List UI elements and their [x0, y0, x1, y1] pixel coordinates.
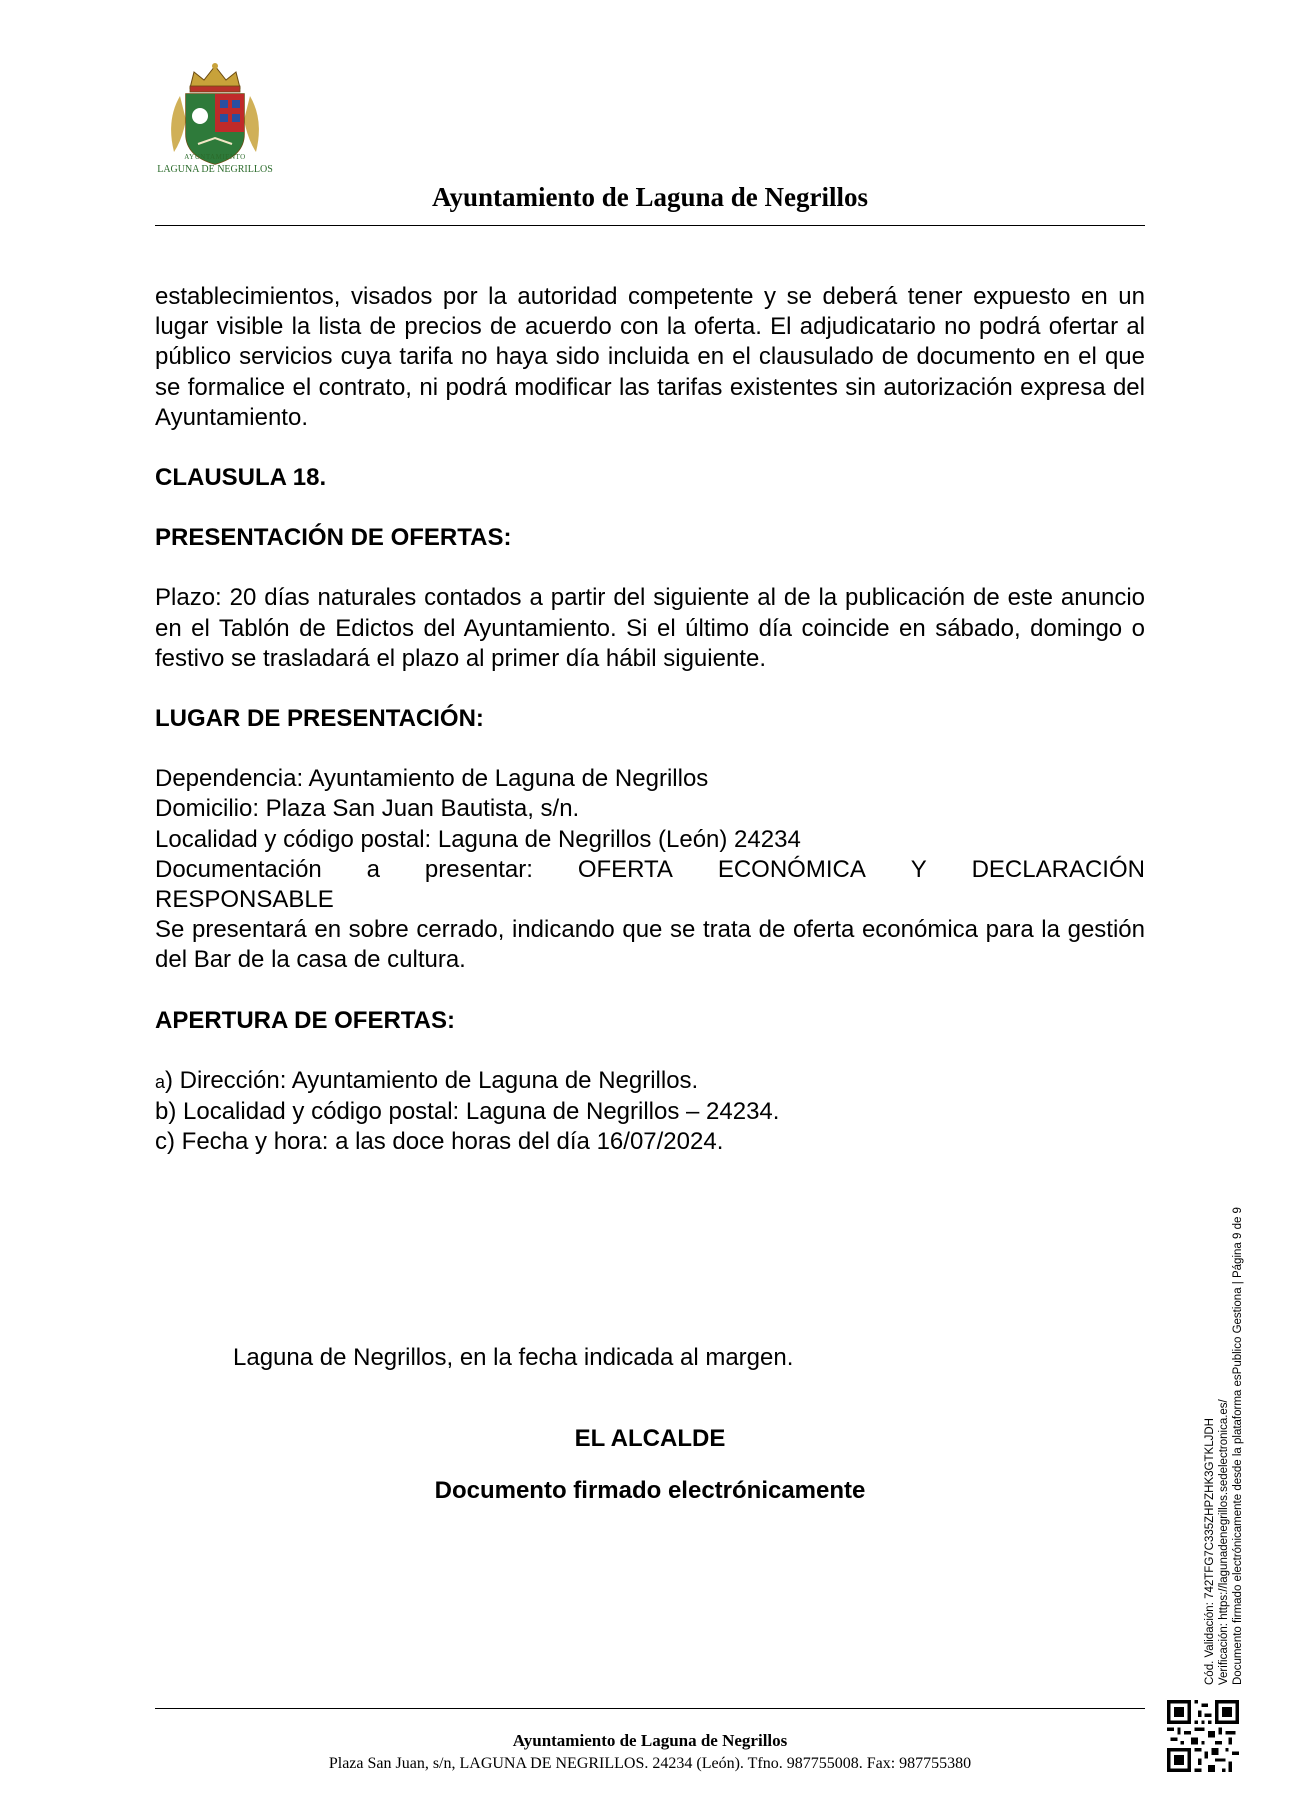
platform-page-info: Documento firmado electrónicamente desde la plataforma esPublico Gestiona | Página 9 de 9 — [1232, 1207, 1244, 1685]
sobre-paragraph: Se presentará en sobre cerrado, indicando que se trata de oferta económica para la gestión del Bar de la casa de cultura. — [155, 916, 1145, 974]
documentacion-word: Documentación — [155, 855, 322, 883]
qr-code-icon[interactable] — [1167, 1700, 1239, 1772]
localidad-line: Localidad y código postal: Laguna de Negrillos (León) 24234 — [155, 825, 801, 853]
presentacion-heading: PRESENTACIÓN DE OFERTAS: — [155, 524, 512, 552]
documentacion-line2: RESPONSABLE — [155, 886, 334, 914]
domicilio-line: Domicilio: Plaza San Juan Bautista, s/n. — [155, 795, 580, 823]
documentacion-word: ECONÓMICA — [717, 855, 866, 883]
clausula-heading: CLAUSULA 18. — [155, 464, 327, 492]
documentacion-word: a — [366, 855, 380, 883]
paragraph-establecimientos: establecimientos, visados por la autoridad competente y se deberá tener expuesto en un lugar visible la lista de precios de acuerdo con la oferta. El adjudicatario no podrá ofertar al público servicios cuya tarifa no haya sido incluida en el clausulado de documento en el que se formalice el contrato, ni podrá modificar las tarifas existentes sin autorización expresa del Ayuntamiento. — [155, 283, 1145, 431]
apertura-heading: APERTURA DE OFERTAS: — [155, 1006, 455, 1034]
item-a — [155, 1066, 1145, 1097]
documentacion-word: OFERTA — [577, 855, 673, 883]
item-a-text: ) Dirección: Ayuntamiento de Laguna de Negrillos. — [165, 1066, 699, 1094]
logo-caption-line2: LAGUNA DE NEGRILLOS — [157, 164, 273, 175]
plazo-paragraph: Plazo: 20 días naturales contados a partir del siguiente al de la publicación de este anuncio en el Tablón de Edictos del Ayuntamiento. Si el último día coincide en sábado, domingo o festivo se trasladará el plazo al primer día hábil siguiente. — [155, 584, 1145, 672]
header-divider — [155, 225, 1145, 226]
lugar-heading: LUGAR DE PRESENTACIÓN: — [155, 705, 484, 733]
dependencia-line: Dependencia: Ayuntamiento de Laguna de Negrillos — [155, 765, 709, 793]
signature-note: Documento firmado electrónicamente — [434, 1477, 866, 1504]
logo-caption-line1: AYUNTAMIENTO — [184, 153, 246, 161]
documentacion-word: DECLARACIÓN — [971, 855, 1145, 883]
validation-side-text — [1203, 1207, 1245, 1685]
document-body — [155, 282, 1145, 1157]
documentacion-word: presentar: — [424, 855, 533, 883]
footer-title: Ayuntamiento de Laguna de Negrillos — [512, 1731, 788, 1750]
header-title: Ayuntamiento de Laguna de Negrillos — [431, 182, 869, 212]
verification-url: Verificación: https://lagunadenegrillos.sedelectronica.es/ — [1218, 1399, 1230, 1685]
documentacion-word: Y — [910, 855, 927, 883]
footer-divider — [155, 1708, 1145, 1709]
item-a-letter: a — [155, 1071, 166, 1092]
item-b: b) Localidad y código postal: Laguna de Negrillos – 24234. — [155, 1098, 780, 1126]
validation-code: Cód. Validación: 742TFG7C335ZHPZHK3GTKLJDH — [1204, 1418, 1216, 1685]
item-c: c) Fecha y hora: a las doce horas del día 16/07/2024. — [155, 1128, 724, 1156]
footer-address: Plaza San Juan, s/n, LAGUNA DE NEGRILLOS. 24234 (León). Tfno. 987755008. Fax: 987755380 — [328, 1755, 972, 1772]
signer-title: EL ALCALDE — [574, 1425, 726, 1452]
closing-place-date: Laguna de Negrillos, en la fecha indicada al margen. — [233, 1344, 794, 1371]
documentacion-line — [155, 855, 1145, 885]
